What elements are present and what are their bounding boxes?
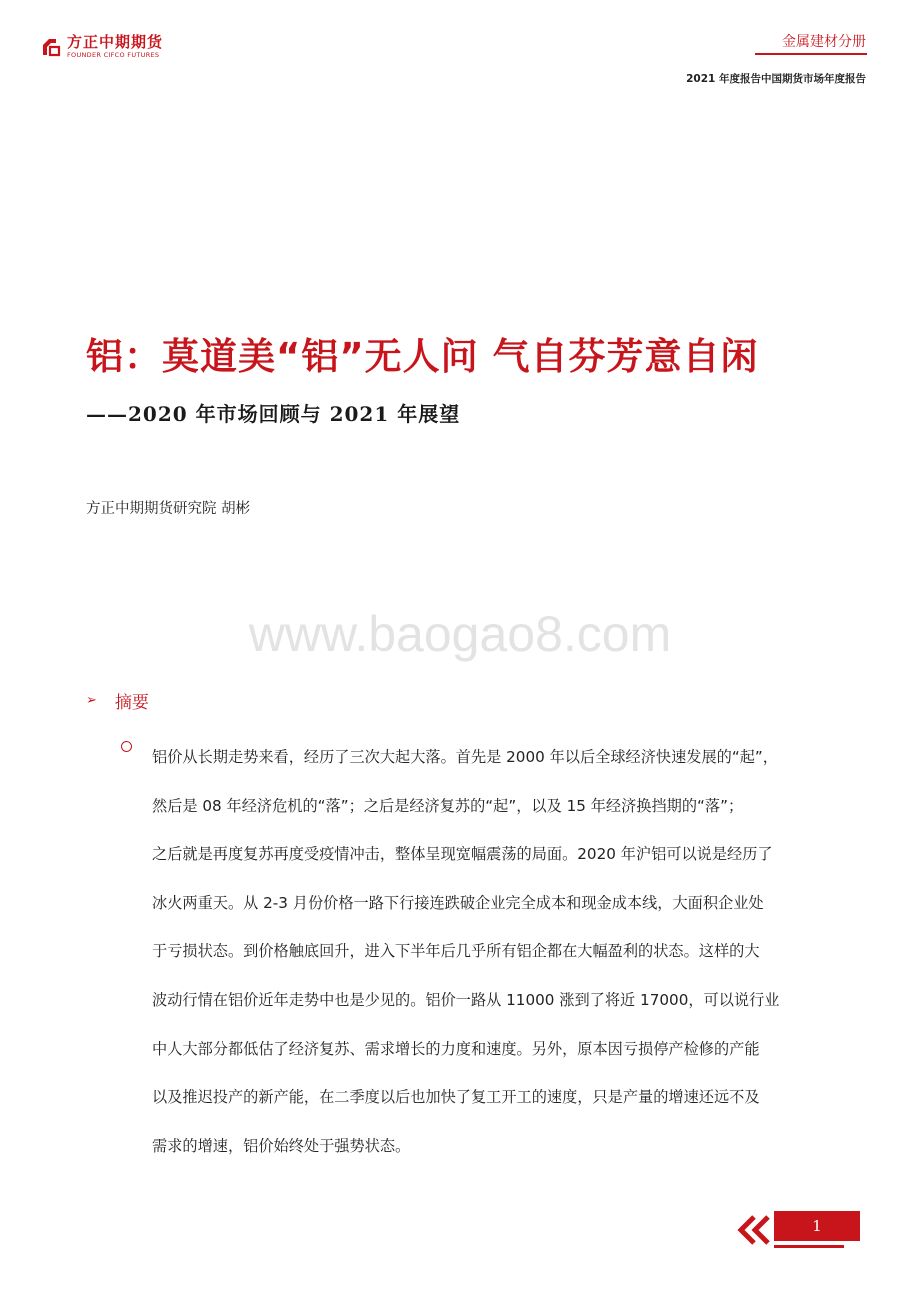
double-chevron-left-icon — [737, 1215, 773, 1245]
abstract-line: 中人大部分都低估了经济复苏、需求增长的力度和速度。另外，原本因亏损停产检修的产能 — [152, 1039, 760, 1058]
page-number: 1 — [774, 1211, 860, 1241]
report-subtitle: 2021 年度报告中国期货市场年度报告 — [686, 73, 866, 85]
company-logo — [40, 34, 163, 60]
abstract-label: 摘要 — [114, 693, 149, 713]
arrow-bullet-icon: ➢ — [86, 693, 97, 708]
abstract-paragraph — [152, 733, 842, 1170]
author-line: 方正中期期货研究院 胡彬 — [86, 501, 251, 517]
page-title: 铝：莫道美“铝”无人问 气自芬芳意自闲 — [86, 335, 759, 378]
abstract-line: 之后就是再度复苏再度受疫情冲击，整体呈现宽幅震荡的局面。2020 年沪铝可以说是经历了 — [152, 845, 773, 864]
abstract-line: 铝价从长期走势来看，经历了三次大起大落。首先是 2000 年以后全球经济快速发展的“起”， — [152, 748, 778, 766]
founder-logo-icon — [40, 36, 62, 58]
abstract-heading — [86, 688, 149, 713]
page-number-underline — [774, 1245, 844, 1248]
logo-name-en: FOUNDER CIFCO FUTURES — [67, 51, 160, 59]
abstract-line: 然后是 08 年经济危机的“落”；之后是经济复苏的“起”，以及 15 年经济换挡期的“落”； — [152, 796, 744, 815]
logo-name-cn: 方正中期期货 — [67, 33, 164, 51]
abstract-line: 波动行情在铝价近年走势中也是少见的。铝价一路从 11000 涨到了将近 17000，可以说行业 — [152, 990, 780, 1009]
abstract-line: 冰火两重天。从 2-3 月份价格一路下行接连跌破企业完全成本和现金成本线，大面积企业处 — [152, 893, 764, 912]
abstract-line: 于亏损状态。到价格触底回升，进入下半年后几乎所有铝企都在大幅盈利的状态。这样的大 — [152, 942, 760, 961]
circle-bullet-icon — [121, 741, 132, 752]
section-label: 金属建材分册 — [782, 34, 866, 50]
page-subtitle: ——2020 年市场回顾与 2021 年展望 — [86, 402, 461, 426]
abstract-line: 以及推迟投产的新产能，在二季度以后也加快了复工开工的速度，只是产量的增速还远不及 — [152, 1088, 760, 1107]
watermark: www.baogao8.com — [248, 606, 672, 662]
header-divider — [755, 53, 867, 55]
abstract-line: 需求的增速，铝价始终处于强势状态。 — [152, 1136, 411, 1155]
